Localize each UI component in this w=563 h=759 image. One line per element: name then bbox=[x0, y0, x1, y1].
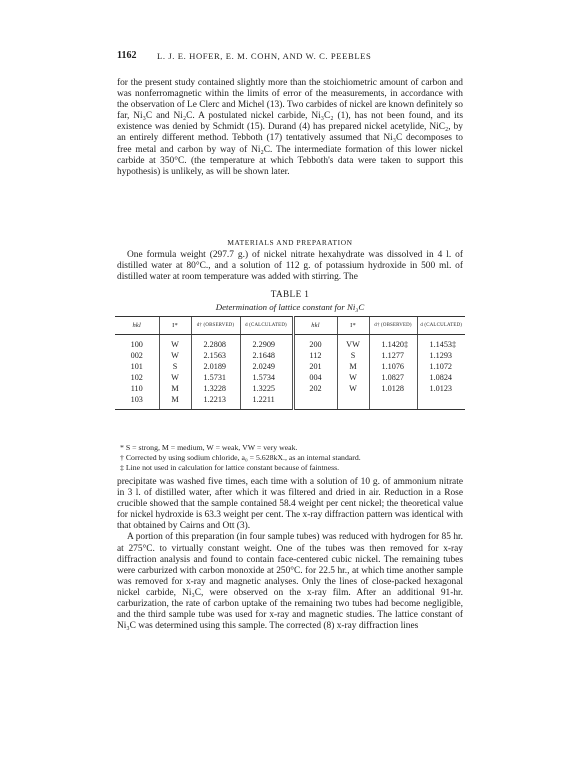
table-cell: 002 bbox=[130, 351, 143, 360]
table-cell: 1.1420‡ bbox=[369, 335, 417, 351]
table-cell: S bbox=[159, 361, 191, 372]
column-header: hkl bbox=[293, 317, 337, 335]
table-cell: 1.2211 bbox=[240, 394, 293, 410]
intro-text bbox=[117, 78, 463, 178]
table-cell: 1.0824 bbox=[417, 372, 465, 383]
table-cell: 1.2213 bbox=[191, 394, 240, 410]
table-cell bbox=[417, 394, 465, 410]
table-cell: 103 bbox=[115, 394, 159, 410]
column-header: d (CALCULATED) bbox=[417, 317, 465, 335]
table-row bbox=[115, 394, 465, 410]
table-cell: 110 bbox=[130, 384, 143, 393]
table-cell: 2.0189 bbox=[191, 361, 240, 372]
intro-paragraph: for the present study contained slightly more than the stoichiometric amount of carbon and was nonferromagnetic within the limits of error of the measurements, in accordance with the observation of Le Clerc and Michel (13). Two carbides of nickel are known definitely so far, Ni₃C and Ni₂C. A postulated nickel carbide, Ni₃C₂ (1), has not been found, and its existence was denied by Schmidt (15). Durand (4) has prepared nickel acetylide, NiC₂, by an entirely different method. Tebboth (17) tentatively assumed that Ni₃C decomposes to free metal and carbon by way of Ni₂C. The intermediate formation of this lower nickel carbide at 350°C. (the temperature at which Tebboth's data were taken to support this hypothesis) is unlikely, as will be shown later. bbox=[117, 78, 463, 177]
section-heading: MATERIALS AND PREPARATION bbox=[227, 238, 353, 247]
table-cell: 1.1453‡ bbox=[417, 335, 465, 351]
column-header: d† (OBSERVED) bbox=[191, 317, 240, 335]
column-header: d† (OBSERVED) bbox=[369, 317, 417, 335]
materials-text bbox=[117, 250, 463, 283]
table-cell: 1.5734 bbox=[240, 372, 293, 383]
table-cell: S bbox=[337, 350, 369, 361]
table-row bbox=[115, 361, 465, 372]
table-cell: 201 bbox=[293, 361, 337, 372]
column-header: I* bbox=[337, 317, 369, 335]
table-cell: 200 bbox=[293, 335, 337, 351]
table-cell: 112 bbox=[293, 350, 337, 361]
body-paragraph: precipitate was washed five times, each time with a solution of 10 g. of ammonium nitrate in 3 l. of distilled water, after which it was filtered and dried in air. Reduction in a Rose crucible showed that the sample contained 58.4 weight per cent nickel; the theoretical value for nickel hydroxide is 63.3 weight per cent. The x-ray diffraction pattern was identical with that obtained by Cairns and Ott (3). bbox=[117, 477, 463, 532]
table-title: TABLE 1 bbox=[270, 289, 310, 299]
table-cell bbox=[337, 394, 369, 410]
table-cell bbox=[293, 394, 337, 410]
table-cell: M bbox=[159, 394, 191, 410]
table-cell: 2.0249 bbox=[240, 361, 293, 372]
table-row bbox=[115, 383, 465, 394]
table-cell: 1.1076 bbox=[369, 361, 417, 372]
column-header: d (CALCULATED) bbox=[240, 317, 293, 335]
materials-paragraph: One formula weight (297.7 g.) of nickel nitrate hexahydrate was dissolved in 4 l. of distilled water at 80°C., and a solution of 112 g. of potassium hydroxide in 500 ml. of distilled water at room temperature was added with stirring. The bbox=[117, 250, 463, 283]
table-cell bbox=[369, 394, 417, 410]
table-cell: 1.3225 bbox=[240, 383, 293, 394]
table-cell: 1.0123 bbox=[417, 383, 465, 394]
table-cell: W bbox=[159, 335, 191, 351]
table-cell: 102 bbox=[130, 373, 143, 382]
table-cell: 004 bbox=[293, 372, 337, 383]
table-caption: Determination of lattice constant for Ni₃C bbox=[215, 302, 365, 312]
table-header-row bbox=[115, 317, 465, 335]
table-cell: 2.2909 bbox=[240, 335, 293, 351]
table-cell: VW bbox=[337, 335, 369, 351]
body-paragraph: A portion of this preparation (in four sample tubes) was reduced with hydrogen for 85 hr. at 275°C. to virtually constant weight. One of the tubes was then removed for x-ray diffraction analysis and found to contain face-centered cubic nickel. The remaining tubes were carburized with carbon monoxide at 250°C. for 22.5 hr., at which time another sample was removed for x-ray and magnetic analyses. Only the lines of close-packed hexagonal nickel carbide, Ni₃C, were observed on the x-ray film. After an additional 91-hr. carburization, the rate of carbon uptake of the remaining two tubes had become negligible, and the third sample tube was used for x-ray and magnetic studies. The lattice constant of Ni₃C was determined using this sample. The corrected (8) x-ray diffraction lines bbox=[117, 532, 463, 632]
table-cell: 1.1072 bbox=[417, 361, 465, 372]
table-row bbox=[115, 372, 465, 383]
table-cell: M bbox=[159, 383, 191, 394]
table-footnotes bbox=[120, 443, 465, 474]
table-cell: 101 bbox=[130, 362, 143, 371]
footnote: ‡ Line not used in calculation for lattice constant because of faintness. bbox=[120, 463, 340, 473]
table-cell: 1.0128 bbox=[369, 383, 417, 394]
running-head: L. J. E. HOFER, E. M. COHN, AND W. C. PEEBLES bbox=[157, 51, 372, 61]
table-cell: 1.3228 bbox=[191, 383, 240, 394]
table-cell: 2.2808 bbox=[191, 335, 240, 351]
table-cell: 2.1648 bbox=[240, 350, 293, 361]
page-number: 1162 bbox=[117, 50, 137, 61]
column-header: I* bbox=[159, 317, 191, 335]
table-cell: W bbox=[337, 372, 369, 383]
page-header bbox=[117, 50, 462, 64]
table-cell: 202 bbox=[293, 383, 337, 394]
table-row bbox=[115, 350, 465, 361]
column-header: hkl bbox=[115, 317, 159, 335]
table-cell: M bbox=[337, 361, 369, 372]
table-cell: 1.1293 bbox=[417, 350, 465, 361]
table-cell: W bbox=[337, 383, 369, 394]
table-row bbox=[115, 335, 465, 351]
table-cell: 1.0827 bbox=[369, 372, 417, 383]
footnote: † Corrected by using sodium chloride, a₀ = 5.628kX., as an internal standard. bbox=[120, 453, 361, 463]
body-text bbox=[117, 477, 463, 632]
table-cell: 1.5731 bbox=[191, 372, 240, 383]
table-cell: 100 bbox=[130, 340, 143, 349]
lattice-table bbox=[115, 316, 465, 410]
table-cell: W bbox=[159, 350, 191, 361]
lattice-table-wrapper bbox=[115, 316, 465, 410]
footnote: * S = strong, M = medium, W = weak, VW = very weak. bbox=[120, 443, 298, 452]
table-cell: 1.1277 bbox=[369, 350, 417, 361]
table-cell: 2.1563 bbox=[191, 350, 240, 361]
table-cell: W bbox=[159, 372, 191, 383]
